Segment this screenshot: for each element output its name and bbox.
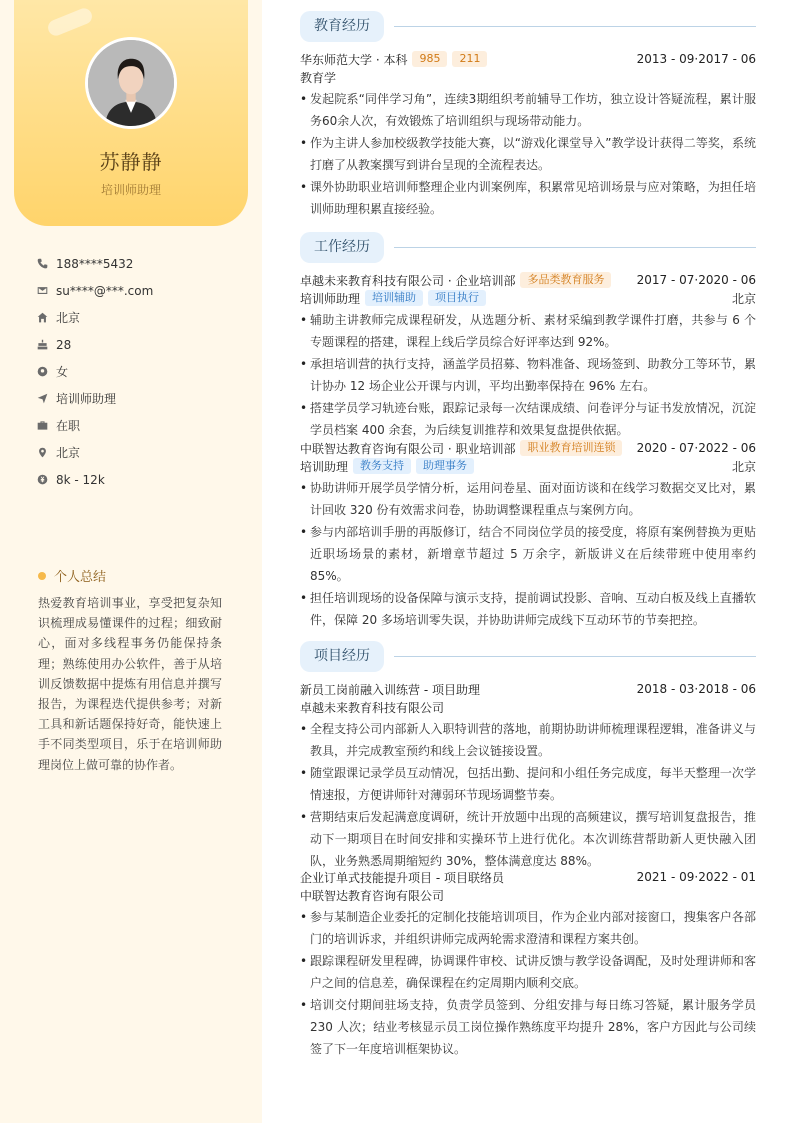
section-education-heading: 教育经历: [300, 11, 756, 42]
project-entry: [300, 868, 756, 1060]
project-bullets: [300, 718, 756, 872]
school-name: 华东师范大学 · 本科: [300, 52, 408, 67]
list-item: • 参与内部培训手册的再版修订，结合不同岗位学员的接受度，将原有案例替换为更贴近职场场景的素材，新增章节超过 5 万余字，新版讲义在后续带班中使用率约 85%。: [300, 521, 756, 587]
list-item: • 发起院系“同伴学习角”，连续3期组织考前辅导工作坊，独立设计答疑流程，累计服务60余人次，有效锻炼了培训组织与现场带动能力。: [300, 88, 756, 132]
decorative-highlight: [46, 6, 95, 38]
divider: [394, 26, 756, 27]
work-date: 2017 - 07·2020 - 06: [636, 273, 756, 287]
contact-gender: 女: [36, 358, 236, 385]
work-entry: [300, 439, 756, 631]
industry-tag: 职业教育培训连锁: [520, 440, 622, 456]
project-date: 2021 - 09·2022 - 01: [636, 870, 756, 884]
candidate-role: 培训师助理: [100, 183, 161, 197]
work-city: 北京: [731, 459, 756, 474]
mail-icon: [36, 285, 48, 297]
send-icon: [36, 393, 48, 405]
list-item: • 培训交付期间驻场支持，负责学员签到、分组安排与每日练习答疑，累计服务学员 230 人次；结业考核显示员工岗位操作熟练度平均提升 28%，客户方因此与公司续签了下一年度培训框架协议。: [300, 994, 756, 1060]
list-item: • 营期结束后发起满意度调研，统计开放题中出现的高频建议，撰写培训复盘报告，推动下一期项目在时间安排和实操环节上进行优化。本次训练营帮助新人更快融入团队，业务熟悉周期缩短约 30%，整体满意度达 88%。: [300, 806, 756, 872]
list-item: • 课外协助职业培训师整理企业内训案例库，积累常见培训场景与应对策略，为担任培训师助理积累直接经验。: [300, 176, 756, 220]
contact-email: su****@***.com: [36, 277, 236, 304]
skill-tag: 培训辅助: [365, 290, 423, 306]
avatar: [85, 37, 177, 129]
skill-tag: 项目执行: [428, 290, 486, 306]
cake-icon: [36, 339, 48, 351]
list-item: • 搭建学员学习轨迹台账，跟踪记录每一次结课成绩、问卷评分与证书发放情况，沉淀学员档案 400 余套，为后续复训推荐和效果复盘提供依据。: [300, 397, 756, 441]
work-bullets: [300, 309, 756, 441]
major: 教育学: [300, 70, 337, 85]
contact-residence: 北京: [36, 304, 236, 331]
contact-status: 在职: [36, 412, 236, 439]
contact-phone: 188****5432: [36, 250, 236, 277]
section-work-heading: 工作经历: [300, 232, 756, 263]
summary-text: 热爱教育培训事业，享受把复杂知识梳理成易懂课件的过程；细致耐心，面对多线程事务仍能保持条理；熟练使用办公软件，善于从培训反馈数据中提炼有用信息并撰写报告，为课程迭代提供参考；对新工具和新话题保持好奇，能快速上手不同类型项目，乐于在培训师助理岗位上做可靠的协作者。: [38, 596, 222, 772]
bullet-dot-icon: [38, 572, 46, 580]
company-name: 卓越未来教育科技有限公司 · 企业培训部: [300, 273, 516, 288]
list-item: • 随堂跟课记录学员互动情况，包括出勤、提问和小组任务完成度，每半天整理一次学情速报，方便讲师针对薄弱环节现场调整节奏。: [300, 762, 756, 806]
contact-salary: 8k - 12k: [36, 466, 236, 493]
contact-target-city: 北京: [36, 439, 236, 466]
phone-icon: [36, 258, 48, 270]
project-title: 新员工岗前融入训练营 - 项目助理: [300, 682, 480, 697]
work-date: 2020 - 07·2022 - 06: [636, 441, 756, 455]
gender-icon: [36, 366, 48, 378]
work-city: 北京: [731, 291, 756, 306]
list-item: • 承担培训营的执行支持，涵盖学员招募、物料准备、现场签到、助教分工等环节，累计协办 12 场企业公开课与内训，平均出勤率保持在 96% 左右。: [300, 353, 756, 397]
skill-tag: 助理事务: [416, 458, 474, 474]
company-name: 中联智达教育咨询有限公司 · 职业培训部: [300, 441, 516, 456]
contact-list: [36, 250, 236, 493]
list-item: • 作为主讲人参加校级教学技能大赛，以“游戏化课堂导入”教学设计获得二等奖，系统打磨了从教案撰写到讲台呈现的全流程表达。: [300, 132, 756, 176]
contact-age: 28: [36, 331, 236, 358]
list-item: • 跟踪课程研发里程碑，协调课件审校、试讲反馈与教学设备调配，及时处理讲师和客户之间的信息差，确保课程在约定周期内顺利交底。: [300, 950, 756, 994]
person-portrait-icon: [88, 40, 174, 126]
location-pin-icon: [36, 447, 48, 459]
project-title: 企业订单式技能提升项目 - 项目联络员: [300, 870, 504, 885]
section-projects-heading: 项目经历: [300, 641, 756, 672]
education-date: 2013 - 09·2017 - 06: [636, 52, 756, 66]
position: 培训助理: [300, 459, 349, 474]
education-bullets: [300, 88, 756, 220]
work-entry: [300, 271, 756, 441]
sidebar: [0, 0, 262, 1123]
project-org: 卓越未来教育科技有限公司: [300, 700, 445, 715]
money-icon: [36, 474, 48, 486]
school-tag: 211: [452, 51, 487, 67]
divider: [394, 656, 756, 657]
list-item: • 辅助主讲教师完成课程研发，从选题分析、素材采编到教学课件打磨，共参与 6 个专题课程的搭建，课程上线后学员综合好评率达到 92%。: [300, 309, 756, 353]
list-item: • 担任培训现场的设备保障与演示支持，提前调试投影、音响、互动白板及线上直播软件，保障 20 多场培训零失误，并协助讲师完成线下互动环节的节奏把控。: [300, 587, 756, 631]
education-entry: [300, 50, 756, 220]
project-org: 中联智达教育咨询有限公司: [300, 888, 445, 903]
work-bullets: [300, 477, 756, 631]
project-bullets: [300, 906, 756, 1060]
list-item: • 协助讲师开展学员学情分析，运用问卷星、面对面访谈和在线学习数据交叉比对，累计回收 320 份有效需求问卷，协助调整课程重点与案例方向。: [300, 477, 756, 521]
briefcase-icon: [36, 420, 48, 432]
project-entry: [300, 680, 756, 872]
divider: [394, 247, 756, 248]
contact-target-role: 培训师助理: [36, 385, 236, 412]
project-date: 2018 - 03·2018 - 06: [636, 682, 756, 696]
list-item: • 参与某制造企业委托的定制化技能培训项目，作为企业内部对接窗口，搜集客户各部门的培训诉求，并组织讲师完成两轮需求澄清和课程方案共创。: [300, 906, 756, 950]
skill-tag: 教务支持: [353, 458, 411, 474]
candidate-name: 苏静静: [99, 150, 163, 174]
summary-heading: 个人总结: [38, 566, 106, 585]
position: 培训师助理: [300, 291, 361, 306]
school-tag: 985: [412, 51, 447, 67]
home-icon: [36, 312, 48, 324]
industry-tag: 多品类教育服务: [520, 272, 611, 288]
list-item: • 全程支持公司内部新人入职特训营的落地，前期协助讲师梳理课程逻辑，准备讲义与教具，并完成教室预约和线上会议链接设置。: [300, 718, 756, 762]
